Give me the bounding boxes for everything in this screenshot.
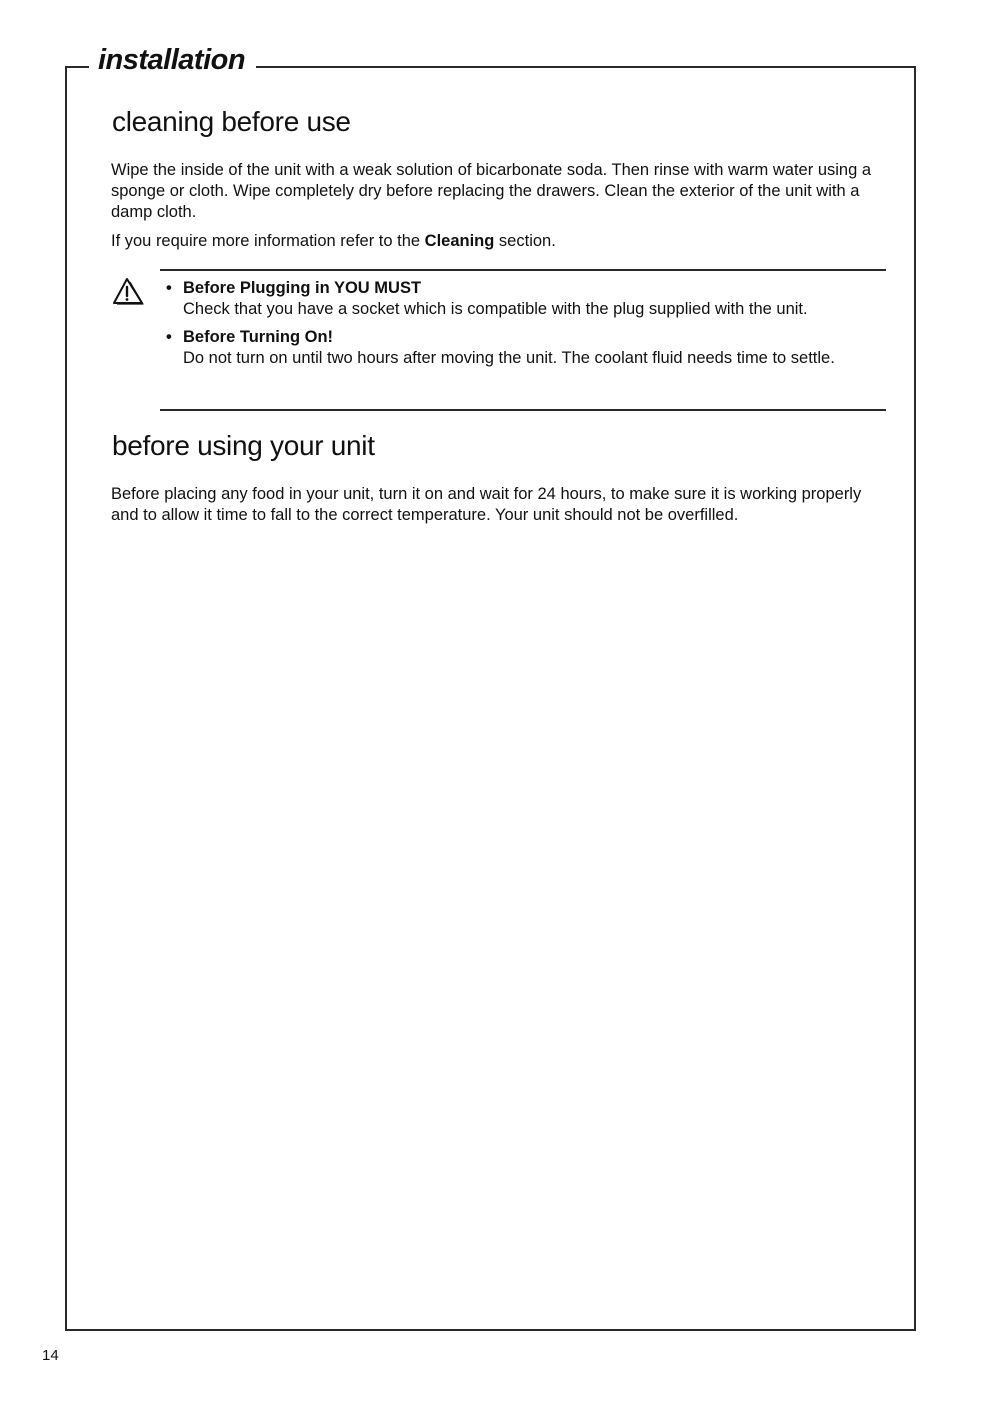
- page-frame: [65, 66, 916, 1331]
- reference-prefix: If you require more information refer to the: [111, 232, 425, 250]
- warning-item-title-text: Before Turning On!: [183, 328, 334, 346]
- cleaning-paragraph: Wipe the inside of the unit with a weak solution of bicarbonate soda. Then rinse with warm water using a sponge or cloth. Wipe completely dry before replacing the drawers. Clean the exterior of the unit with a damp cloth.: [111, 161, 872, 221]
- before-using-heading: before using your unit: [112, 430, 375, 461]
- frame-top-right-rule: [256, 66, 916, 68]
- bullet-mark: •: [166, 279, 172, 297]
- warning-top-rule: [160, 269, 886, 271]
- reference-link-text: Cleaning: [424, 232, 495, 250]
- reference-suffix: section.: [494, 232, 556, 250]
- warning-item-plugging: [166, 278, 886, 320]
- cleaning-reference: [111, 231, 893, 252]
- before-using-paragraph: Before placing any food in your unit, turn it on and wait for 24 hours, to make sure it is working properly and to allow it time to fall to the correct temperature. Your unit should not be overfilled.: [111, 485, 862, 524]
- warning-item-title: [166, 327, 886, 348]
- warning-item-body: Do not turn on until two hours after moving the unit. The coolant fluid needs time to settle.: [183, 349, 835, 367]
- warning-triangle-icon: [111, 276, 147, 308]
- section-title: installation: [96, 44, 249, 77]
- warning-item-turning-on: [166, 327, 886, 369]
- warning-bottom-rule: [160, 409, 886, 411]
- cleaning-heading: cleaning before use: [112, 106, 351, 137]
- warning-item-title-text: Before Plugging in YOU MUST: [183, 279, 422, 297]
- page-number: 14: [42, 1347, 59, 1364]
- warning-item-title: [166, 278, 886, 299]
- frame-top-left-rule: [65, 66, 89, 68]
- warning-item-body: Check that you have a socket which is compatible with the plug supplied with the unit.: [183, 300, 808, 318]
- bullet-mark: •: [166, 328, 172, 346]
